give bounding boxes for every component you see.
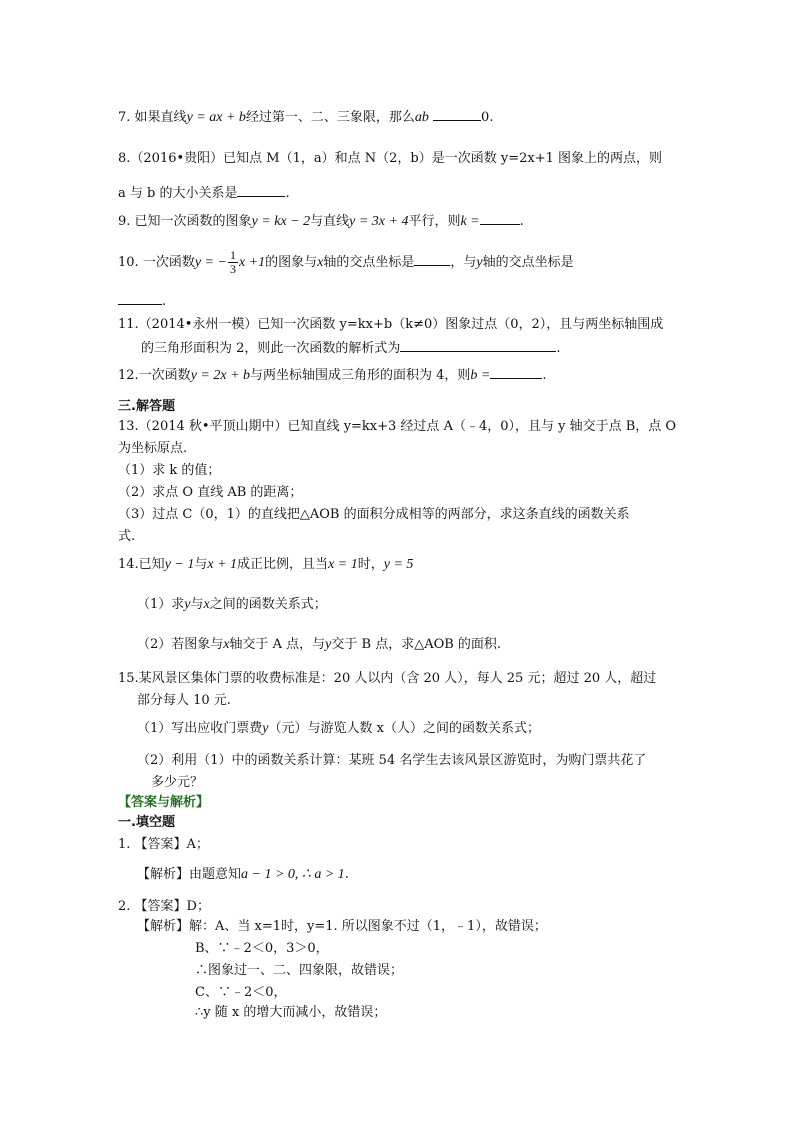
q11-line-1: 11.（2014•永州一模）已知一次函数 y=kx+b（k≠0）图象过点（0，2），且与两坐标轴围成 [118, 317, 664, 332]
q14-text-mid: 与 [194, 557, 208, 572]
q14-value: y = 5 [383, 557, 414, 572]
a1-exp-math: a − 1 > 0, ∴ a > 1 [241, 867, 345, 882]
answer-2: 2. 【答案】D； [118, 899, 210, 914]
q14-p2-c: 交于 B 点，求△AOB 的面积. [331, 637, 502, 652]
answer-2-line-1: 【解析】解：A、当 x=1时，y=1. 所以图象不过（1，﹣1），故错误； [137, 919, 547, 934]
q14-equation-2: x + 1 [207, 557, 238, 572]
q10-text-post: 轴的交点坐标是 [482, 255, 574, 270]
answer-1-explanation [137, 866, 349, 884]
q9-answer-blank [480, 212, 520, 225]
q9-equation-1: y = kx − 2 [251, 214, 311, 229]
q13-line-2: 为坐标原点. [118, 441, 188, 456]
q7-text-pre: 如果直线 [134, 110, 187, 125]
q15-line-2: 部分每人 10 元. [137, 693, 231, 708]
q10-x: x [317, 255, 324, 270]
q8-text: a 与 b 的大小关系是 [118, 186, 238, 201]
q14-p1-b: 与 [190, 597, 204, 612]
q13-part-1: （1）求 k 的值； [118, 463, 221, 478]
q7-ab: ab [414, 110, 429, 125]
question-7 [118, 108, 493, 127]
q7-end: 0. [481, 110, 494, 125]
q14-p2-x: x [223, 637, 230, 652]
q13-part-3b: 式. [118, 529, 136, 544]
q14-text-post: 成正比例，且当 [237, 557, 329, 572]
q10-fraction [228, 249, 238, 276]
q14-equation-1: y − 1 [164, 557, 195, 572]
q9-equation-2: y = 3x + 4 [349, 214, 409, 229]
q7-number: 7. [118, 110, 131, 125]
q8-line-2 [118, 184, 290, 203]
q14-p2-y: y [325, 637, 332, 652]
q10-end: . [162, 294, 167, 309]
answer-2-line-5: ∴y 随 x 的增大而减小，故错误； [195, 1005, 387, 1020]
a1-exp-end: . [344, 867, 349, 882]
q12-text-post: 与两坐标轴围成三角形的面积为 4，则 [250, 368, 471, 383]
q14-p2-b: 轴交于 A 点，与 [229, 637, 326, 652]
q12-b: b = [470, 368, 491, 383]
section-3-heading: 三.解答题 [118, 399, 175, 414]
q14-condition: x = 1 [328, 557, 358, 572]
q10-answer-blank-2 [118, 292, 162, 305]
answer-2-line-3: ∴图象过一、二、四象限，故错误； [195, 963, 404, 978]
question-12 [118, 366, 547, 385]
q11-line-2 [141, 339, 561, 358]
answer-2-line-4: C、∵﹣2＜0， [195, 985, 287, 1000]
a1-exp-text: 【解析】由题意知 [137, 867, 242, 882]
q12-end: . [542, 368, 547, 383]
q10-text-mid3: ，与 [450, 255, 477, 270]
q14-p2-a: （2）若图象与 [137, 637, 224, 652]
answers-section-1: 一.填空题 [118, 815, 175, 830]
q9-text-mid: 与直线 [310, 214, 350, 229]
q7-answer-blank [433, 108, 481, 121]
q10-answer-blank-1 [414, 253, 450, 266]
q15-line-1: 15.某风景区集体门票的收费标准是：20 人以内（含 20 人），每人 25 元；超过 20 人，超过 [118, 671, 657, 686]
q10-equation-a: y = − [194, 255, 227, 270]
q15-p1-a: （1）写出应收门票费 [137, 721, 263, 736]
q11-end: . [556, 341, 561, 356]
q13-part-2: （2）求点 O 直线 AB 的距离； [118, 485, 303, 500]
q9-number: 9. [118, 214, 131, 229]
q11-text: 的三角形面积为 2，则此一次函数的解析式为 [141, 341, 401, 356]
q14-p1-c: 之间的函数关系式； [209, 597, 327, 612]
q8-end: . [285, 186, 290, 201]
q7-equation: y = ax + b [186, 110, 246, 125]
q8-line-1: 8.（2016•贵阳）已知点 M（1，a）和点 N（2，b）是一次函数 y=2x+1 图象上的两点，则 [118, 151, 662, 166]
q13-part-3: （3）过点 C（0，1）的直线把△AOB 的面积分成相等的两部分，求这条直线的函数关系 [118, 507, 630, 522]
q10-text-pre: 一次函数 [142, 255, 195, 270]
q9-k: k = [460, 214, 480, 229]
q10-text-mid2: 轴的交点坐标是 [323, 255, 415, 270]
answer-1: 1. 【答案】A； [118, 837, 209, 852]
q15-part-1 [137, 720, 540, 738]
q13-line-1: 13.（2014 秋•平顶山期中）已知直线 y=kx+3 经过点 A（﹣4，0），且与 y 轴交于点 B，点 O [118, 419, 677, 434]
q15-p1-y: y [262, 721, 269, 736]
q14-p1-y: y [184, 597, 191, 612]
q9-text-pre: 已知一次函数的图象 [134, 214, 252, 229]
q10-y: y [476, 255, 483, 270]
q9-end: . [519, 214, 524, 229]
q14-part-1 [137, 596, 327, 614]
answers-heading: 【答案与解析】 [118, 795, 210, 810]
q14-text-post2: 时， [357, 557, 384, 572]
q10-text-mid: 的图象与 [265, 255, 318, 270]
q10-equation-b: x +1 [238, 255, 266, 270]
q15-part-2: （2）利用（1）中的函数关系计算：某班 54 名学生去该风景区游览时，为购门票共花了 [137, 753, 647, 768]
question-10 [118, 248, 574, 278]
q15-p1-b: （元）与游览人数 x（人）之间的函数关系式； [268, 721, 540, 736]
q9-text-post: 平行，则 [408, 214, 461, 229]
q10-line-2 [118, 292, 166, 311]
q14-p1-a: （1）求 [137, 597, 185, 612]
q10-fraction-numerator: 1 [229, 248, 236, 262]
q10-number: 10. [118, 255, 139, 270]
q15-part-2b: 多少元？ [151, 775, 204, 790]
q12-text-pre: 12.一次函数 [118, 368, 191, 383]
q8-answer-blank [237, 184, 285, 197]
question-9 [118, 212, 524, 231]
q10-fraction-denominator: 3 [229, 262, 236, 276]
q12-answer-blank [490, 366, 542, 379]
question-14 [118, 556, 413, 574]
q7-text-post: 经过第一、二、三象限，那么 [245, 110, 415, 125]
q14-part-2 [137, 636, 501, 654]
q12-equation: y = 2x + b [190, 368, 251, 383]
q11-answer-blank [400, 339, 556, 352]
q14-text-pre: 14.已知 [118, 557, 165, 572]
answer-2-line-2: B、∵﹣2＜0，3＞0， [195, 941, 329, 956]
q14-p1-x: x [203, 597, 210, 612]
